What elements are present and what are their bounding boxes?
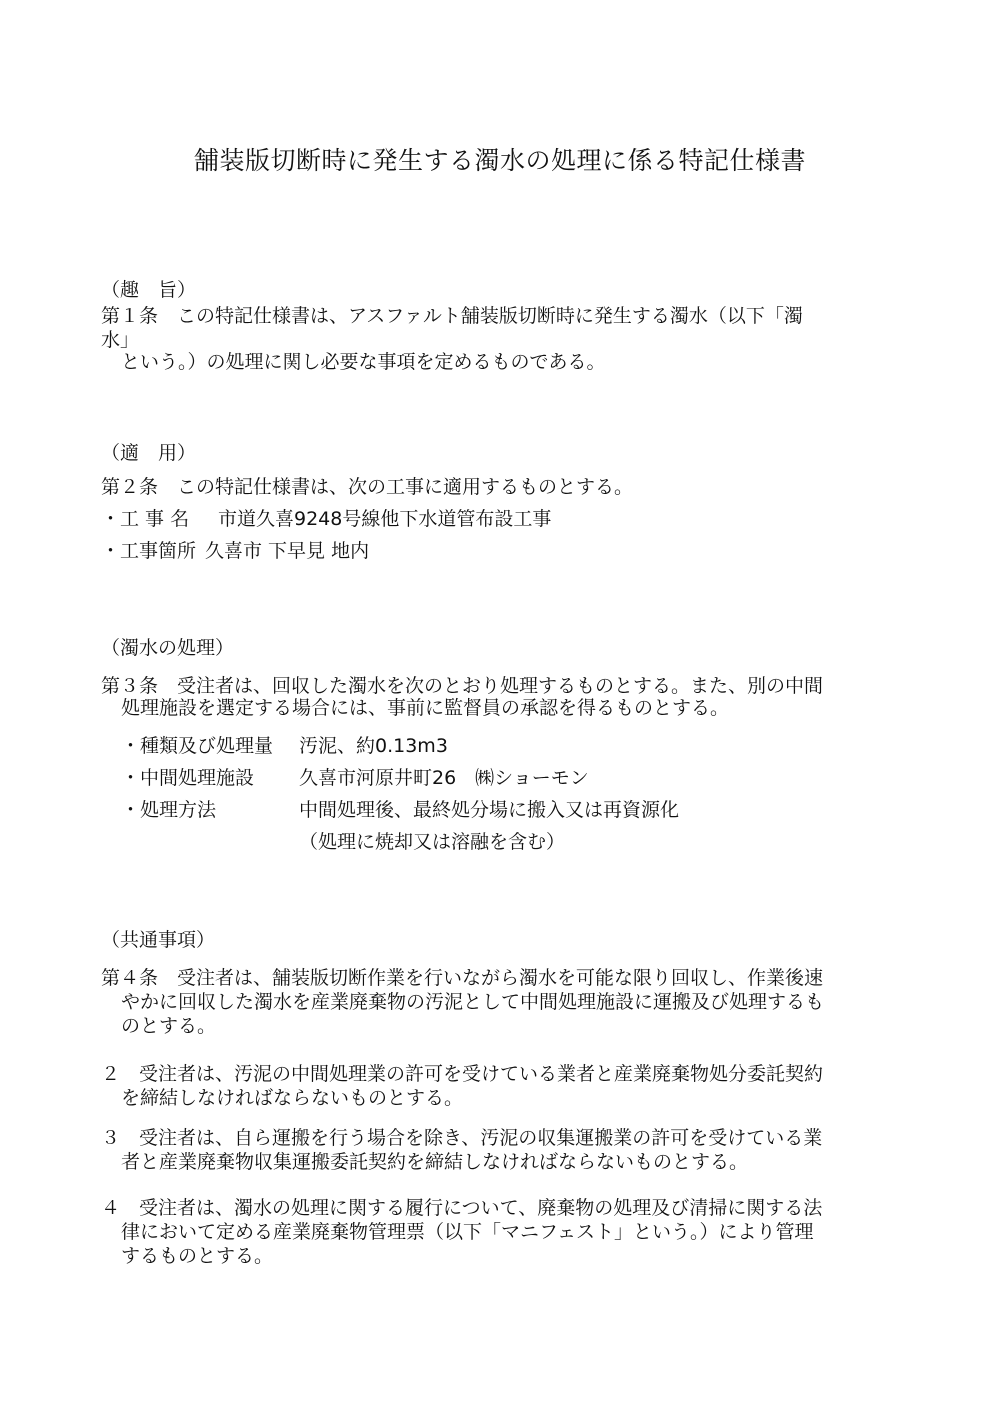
article3-item-value: 久喜市河原井町26 ㈱ショーモン	[299, 767, 589, 789]
article4-p2-line: ２ 受注者は、汚泥の中間処理業の許可を受けている業者と産業廃棄物処分委託契約	[101, 1063, 824, 1085]
article3-line1: 第３条 受注者は、回収した濁水を次のとおり処理するものとする。また、別の中間	[101, 675, 824, 697]
article4-p3-line: 者と産業廃棄物収集運搬委託契約を締結しなければならないものとする。	[121, 1151, 749, 1173]
document-title: 舗装版切断時に発生する濁水の処理に係る特記仕様書	[193, 146, 806, 175]
article3-item-label: ・処理方法	[121, 799, 217, 821]
article3-item-value: 汚泥、約0.13m3	[299, 735, 448, 757]
article3-item-value: 中間処理後、最終処分場に搬入又は再資源化	[299, 799, 680, 821]
article1-line1: 第１条 この特記仕様書は、アスファルト舗装版切断時に発生する濁水（以下「濁	[101, 305, 803, 327]
article1-line2: 水」	[101, 329, 140, 351]
article4-p4-line: するものとする。	[121, 1245, 274, 1267]
article2-heading: （適 用）	[101, 442, 197, 464]
article4-p3-line: ３ 受注者は、自ら運搬を行う場合を除き、汚泥の収集運搬業の許可を受けている業	[101, 1127, 823, 1149]
article3-line2: 処理施設を選定する場合には、事前に監督員の承認を得るものとする。	[121, 697, 730, 719]
article4-p1-line: 第４条 受注者は、舗装版切断作業を行いながら濁水を可能な限り回収し、作業後速	[101, 967, 824, 989]
article2-item-label: ・工 事 名	[101, 508, 190, 530]
article2-body: 第２条 この特記仕様書は、次の工事に適用するものとする。	[101, 476, 634, 498]
article2-item-label: ・工事箇所	[101, 540, 197, 562]
article2-item-value: 久喜市 下早見 地内	[205, 540, 370, 562]
article4-heading: （共通事項）	[101, 929, 216, 951]
article3-item-label: ・種類及び処理量	[121, 735, 274, 757]
article4-p4-line: 律において定める産業廃棄物管理票（以下「マニフェスト」という。）により管理	[121, 1221, 814, 1243]
article4-p4-line: ４ 受注者は、濁水の処理に関する履行について、廃棄物の処理及び清掃に関する法	[101, 1197, 823, 1219]
article3-note: （処理に焼却又は溶融を含む）	[299, 831, 566, 853]
article4-p1-line: やかに回収した濁水を産業廃棄物の汚泥として中間処理施設に運搬及び処理するも	[121, 991, 825, 1013]
article2-item-value: 市道久喜9248号線他下水道管布設工事	[218, 508, 552, 530]
article3-item-label: ・中間処理施設	[121, 767, 255, 789]
article1-heading: （趣 旨）	[101, 279, 197, 301]
article3-heading: （濁水の処理）	[101, 637, 235, 659]
article4-p2-line: を締結しなければならないものとする。	[121, 1087, 464, 1109]
article4-p1-line: のとする。	[121, 1015, 217, 1037]
article1-line3: という。）の処理に関し必要な事項を定めるものである。	[121, 351, 606, 373]
